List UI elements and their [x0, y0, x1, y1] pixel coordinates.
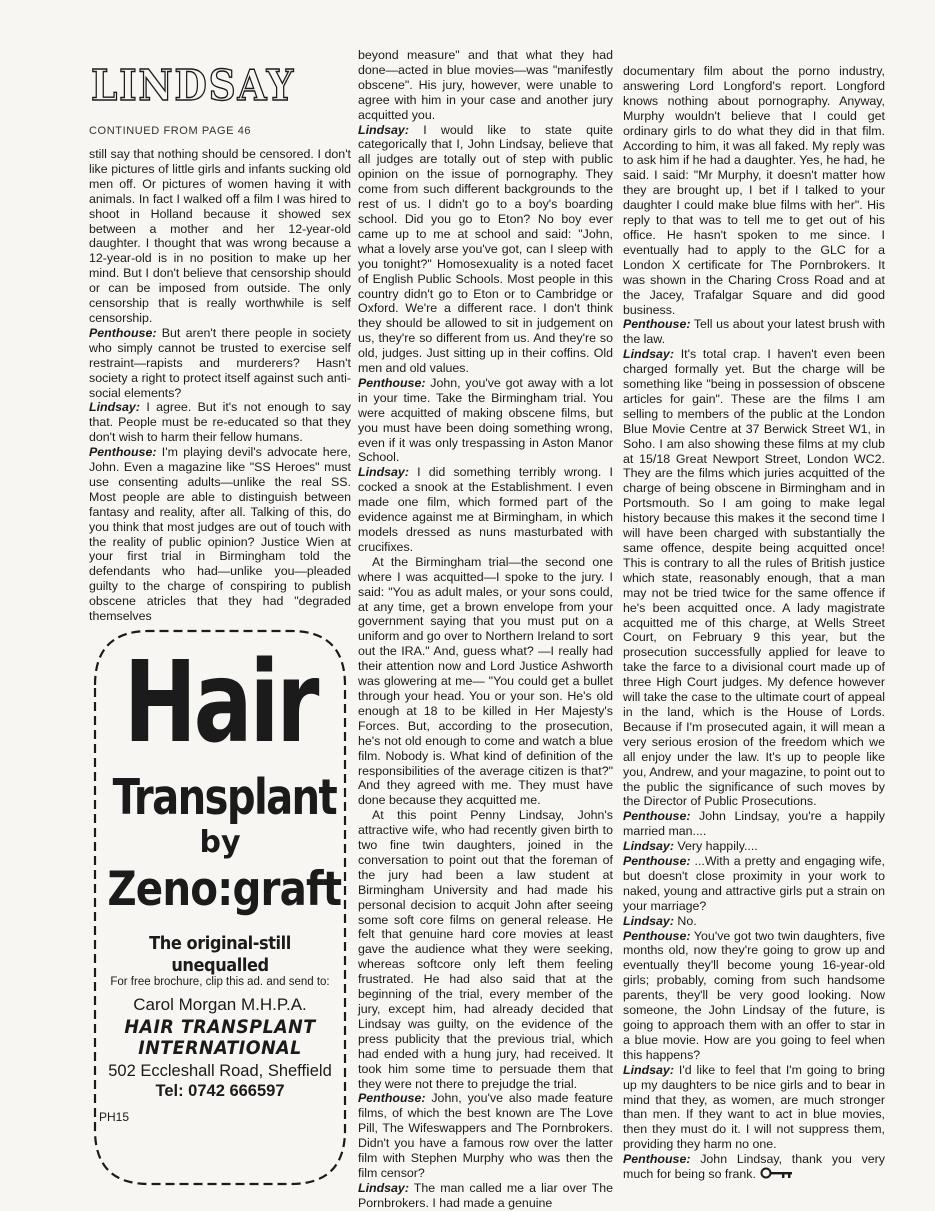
speaker-label: Lindsay: — [358, 1180, 409, 1195]
paragraph-text: still say that nothing should be censored. I don't like pictures of little girls and infants sucking old men off. Or pictures of women having it with animals. In fact I walked off a film I was hired to shoot in Holland because it showed sex between a mother and her 12-year-old daughter. I thought that was wrong because a 12-year-old is in no position to make up her mind. But I don't believe that censorship should or can be imposed from outside. The only censorship that is really worthwhile is self censorship. — [89, 147, 351, 325]
ad-headline: Hair — [123, 638, 317, 768]
paragraph-text: John, you've also made feature films, of which the best known are The Love Pill, The Wifeswappers and The Pornbrokers. Didn't you have a famous row over the latter film with Stephen Murphy who was then the film censor? — [358, 1091, 613, 1180]
ad-subhead: Transplant — [112, 769, 337, 826]
speaker-label: Lindsay: — [623, 913, 674, 928]
article-paragraph — [623, 1152, 885, 1183]
hair-transplant-ad — [89, 625, 351, 1190]
article-paragraph — [623, 839, 885, 854]
ad-telephone: Tel: 0742 666597 — [155, 1082, 285, 1100]
paragraph-text: I would like to state quite categorically that I, John Lindsay, believe that all judges are totally out of step with public opinion on the issue of pornography. They come from such different backgrounds to the rest of us. I didn't go to a boy's boarding school. Did you go to Eton? No boy ever came up to me at school and said: "John, what a lovely arse you've got, can I sleep with you tonight?" Homosexuality is a noted facet of English Public Schools. Most people in this country didn't go to Eton or to Cambridge or Oxford. We're a different race. I don't think they should be allowed to sit in judgement on us, they're so different from us. And they're so old, judges. Just sitting up in their coffins. Old men and old values. — [358, 122, 613, 376]
speaker-label: Lindsay: — [623, 1062, 674, 1077]
paragraph-text: I'm playing devil's advocate here, John. Even a magazine like "SS Heroes" must use consenting adults—unlike the real SS. Most people are able to distinguish between fantasy and reality, after all. Talking of this, do you think that most judges are out of touch with the reality of public opinion? Justice Wien at your first trial in Birmingham told the defendants who had—unlike you—pleaded guilty to the charge of conspiring to publish obscene atricles that they had "degraded themselves — [89, 445, 351, 624]
paragraph-text: I did something terribly wrong. I cocked a snook at the Establishment. I even made one film, which formed part of the evidence against me at Birmingham, in which models dressed as nuns masturbated with crucifixes. — [358, 465, 613, 554]
paragraph-text: At this point Penny Lindsay, John's attractive wife, who had recently given birth to two fine twin daughters, joined in the conversation to point out that the foreman of the jury had been a law student at Birmingham University and had made his personal decision to acquit John after seeing some soft core films on general release. He felt that genuine hard core movies at least gave the audience what they were seeking, whereas softcore only left them feeling frustrated. He had also said that at the beginning of the trial, every member of the jury, except him, had already decided that Lindsay was guilty, on the evidence of the press publicity that the previous trial, which had ended with a hung jury, had received. It took him some time to persuade them that they were not there to prejudge the trial. — [358, 808, 613, 1091]
paragraph-text: I'd like to feel that I'm going to bring up my daughters to be nice girls and to bear in mind that they, as women, are much stronger than men. If they want to act in blue movies, then they must do it. I will not suppress them, providing they harm no one. — [623, 1062, 885, 1152]
ad-contact-name: Carol Morgan M.H.P.A. — [133, 995, 307, 1014]
speaker-label: Penthouse: — [358, 375, 426, 390]
article-column-3 — [623, 64, 885, 1183]
article-paragraph — [358, 555, 613, 808]
speaker-label: Penthouse: — [89, 445, 157, 460]
speaker-label: Penthouse: — [623, 809, 691, 824]
article-paragraph — [623, 1063, 885, 1152]
speaker-label: Penthouse: — [89, 325, 157, 340]
paragraph-text: John Lindsay, you're a happily married man.... — [623, 809, 885, 839]
paragraph-text: At the Birmingham trial—the second one where I was acquitted—I spoke to the jury. I said: "You as adult males, or your sons could, at any time, get a brown envelope from your government saying that you must put on a uniform and go over to Northern Ireland to sort out the IRA." And, guess what? —I really had their attention now and Lord Justice Ashworth was glowering at me— "You could get a bullet through your head. You or your son. He's old enough at 18 to be killed in Her Majesty's Forces. But, according to the prosecution, he's not old enough to come and watch a blue film. Nobody is. What kind of definition of the responsibilities of the average citizen is that?" And they agreed with me. They must have done because they acquitted me. — [358, 554, 613, 808]
paragraph-text: Very happily.... — [673, 839, 758, 854]
ad-company-line-2: INTERNATIONAL — [138, 1037, 302, 1059]
article-paragraph — [89, 445, 351, 624]
article-paragraph — [623, 854, 885, 914]
paragraph-text: It's total crap. I haven't even been charged formally yet. But the charge will be something like "being in possession of obscene articles for gain". These are the films I am selling to members of the public at the London Blue Movie Centre at 37 Berwick Street W1, in Soho. I am also showing these films at my club at 15/18 Great Newport Street, London WC2. They are the films which juries acquitted of the charge of being obscene in Birmingham and in Portsmouth. So I am going to make legal history because this makes it the second time I will have been charged with substantially the same offence, despite being acquitted once! This is contrary to all the rules of British justice which state, reasonably enough, that a man may not be tried twice for the same offence if he's been acquitted once. A lady magistrate acquitted me of this charge, at Wells Street Court, on February 9 this year, but the prosecution successfully applied for leave to take the farce to a divisional court made up of three High Court judges. My defence however will take the case to the ultimate court of appeal in the land, which is the House of Lords. Because if I'm prosecuted again, it will mean a very serious erosion of the freedom which we all enjoy under the law. It's up to people like you, Andrew, and your magazine, to point out to the public the significance of such moves by the Director of Public Prosecutions. — [623, 347, 885, 809]
paragraph-text: I agree. But it's not enough to say that. People must be re-educated so that they don't wish to harm their fellow humans. — [89, 400, 351, 445]
article-paragraph — [89, 147, 351, 326]
key-icon — [760, 1167, 794, 1183]
speaker-label: Lindsay: — [358, 465, 409, 480]
article-paragraph — [358, 1181, 613, 1211]
ad-reference-code: PH15 — [99, 1110, 130, 1124]
speaker-label: Lindsay: — [89, 400, 140, 415]
article-paragraph — [358, 123, 613, 376]
article-paragraph — [623, 929, 885, 1063]
article-paragraph — [623, 317, 885, 347]
article-paragraph — [358, 48, 613, 123]
masthead-text: LINDSAY — [91, 62, 295, 106]
paragraph-text: The man called me a liar over The Pornbrokers. I had made a genuine — [358, 1180, 613, 1210]
masthead-title — [89, 62, 299, 106]
paragraph-text: John Lindsay, thank you very much for being so frank. — [623, 1152, 885, 1182]
article-paragraph — [358, 376, 613, 465]
paragraph-text: beyond measure" and that what they had done—acted in blue movies—was "manifestly obscene". His jury, however, were unable to agree with him in your case and another jury acquitted you. — [358, 48, 613, 122]
paragraph-text: But aren't there people in society who simply cannot be trusted to exercise self restraint—rapists and murderers? Hasn't society a right to protect itself against such anti-social elements? — [89, 325, 351, 400]
article-paragraph — [358, 465, 613, 554]
paragraph-text: documentary film about the porno industry, answering Lord Longford's report. Longford knows nothing about pornography. Anyway, Murphy wouldn't believe that I could get ordinary girls to do what they did in that film. According to him, it was all faked. My reply was to ask him if he had a daughter. Yes, he had, he said. I said: "Mr Murphy, it doesn't matter how they are brought up, I bet if I talked to your daughter I could make blue films with her". His reply to that was to tell me to get out of his office. He hasn't spoken to me since. I eventually had to apply to the GLC for a London X certificate for The Pornbrokers. It was shown in the Charing Cross Road and at the Jacey, Trafalgar Square and did good business. — [623, 64, 885, 317]
ad-tagline: The original-still unequalled — [149, 933, 291, 976]
speaker-label: Lindsay: — [358, 122, 409, 137]
article-paragraph — [89, 326, 351, 401]
speaker-label: Penthouse: — [623, 928, 691, 943]
ad-company — [99, 1017, 340, 1059]
ad-company-line-1: HAIR TRANSPLANT — [124, 1016, 316, 1038]
speaker-label: Penthouse: — [623, 854, 691, 869]
speaker-label: Lindsay: — [623, 347, 674, 362]
speaker-label: Penthouse: — [358, 1091, 426, 1106]
speaker-label: Lindsay: — [623, 839, 674, 854]
ad-address: 502 Eccleshall Road, Sheffield — [108, 1062, 332, 1080]
ad-brochure-text: For free brochure, clip this ad. and send to: — [110, 976, 330, 988]
paragraph-text: John, you've got away with a lot in your time. Take the Birmingham trial. You were acquitted of making obscene films, but you must have been doing something wrong, even if it was only trespassing in Aston Manor School. — [358, 375, 613, 465]
speaker-label: Penthouse: — [623, 1152, 691, 1167]
article-paragraph — [623, 64, 885, 317]
ad-by: by — [199, 825, 241, 860]
ad-brand: Zeno:graft — [107, 862, 342, 917]
article-paragraph — [358, 1091, 613, 1180]
article-column-1 — [89, 147, 351, 624]
article-paragraph — [89, 400, 351, 445]
article-column-2 — [358, 48, 613, 1211]
paragraph-text: No. — [673, 913, 697, 928]
paragraph-text: You've got two twin daughters, five months old, now they're going to grow up and eventually they'll become young 16-year-old girls; probably, coming from such handsome parents, they'll be very good looking. Now someone, the John Lindsay of the future, is going to approach them with an offer to star in a blue movie. How are you going to feel when this happens? — [623, 928, 885, 1062]
article-paragraph — [623, 809, 885, 839]
paragraph-text: ...With a pretty and engaging wife, but doesn't close proximity in your work to naked, young and attractive girls put a strain on your marriage? — [623, 854, 885, 913]
paragraph-text: Tell us about your latest brush with the law. — [623, 317, 885, 347]
article-paragraph — [623, 914, 885, 929]
article-paragraph — [358, 808, 613, 1091]
continued-label: CONTINUED FROM PAGE 46 — [89, 125, 252, 137]
speaker-label: Penthouse: — [623, 317, 691, 332]
article-paragraph — [623, 347, 885, 809]
